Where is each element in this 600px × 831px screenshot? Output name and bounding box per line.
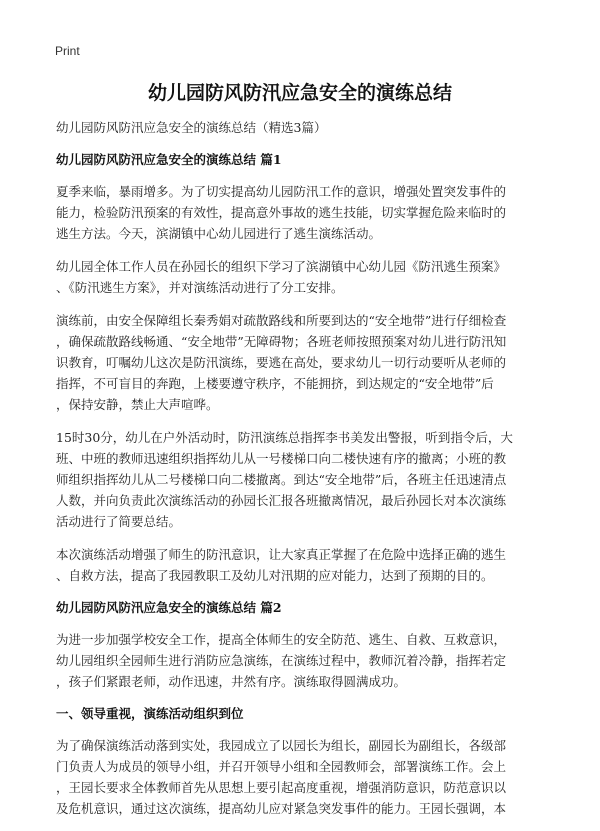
paragraph-line: ，保持安静，禁止大声喧哗。 bbox=[56, 397, 219, 412]
paragraph-line: 活动进行了简要总结。 bbox=[56, 514, 182, 529]
section-1-paragraphs bbox=[56, 181, 546, 586]
paragraph bbox=[56, 544, 546, 586]
paragraph-line: 本次演练活动增强了师生的防汛意识，让大家真正掌握了在危险中选择正确的逃生 bbox=[56, 547, 507, 562]
paragraph-line: 识教育，叮嘱幼儿这次是防汛演练，要逃在高处，要求幼儿一切行动要听从老师的 bbox=[56, 355, 507, 370]
paragraph-line: 幼儿园全体工作人员在孙园长的组织下学习了滨湖镇中心幼儿园《防汛逃生预案》 bbox=[56, 259, 507, 274]
document-body bbox=[56, 118, 546, 831]
paragraph-line: 逃生方法。今天，滨湖镇中心幼儿园进行了逃生演练活动。 bbox=[56, 226, 382, 241]
print-label[interactable]: Print bbox=[55, 44, 80, 58]
document-title: 幼儿园防风防汛应急安全的演练总结 bbox=[147, 82, 452, 104]
paragraph-line: 、《防汛逃生方案》，并对演练活动进行了分工安排。 bbox=[56, 280, 344, 295]
paragraph-line: 能力，检验防汛预案的有效性，提高意外事故的逃生技能，切实掌握危险来临时的 bbox=[56, 205, 507, 220]
paragraph-line: 15时30分，幼儿在户外活动时，防汛演练总指挥李书美发出警报，听到指令后，大 bbox=[56, 430, 513, 445]
paragraph bbox=[56, 256, 546, 298]
subsection-heading: 一、领导重视，演练活动组织到位 bbox=[56, 706, 244, 721]
document-subtitle: 幼儿园防风防汛应急安全的演练总结（精选3篇） bbox=[56, 120, 327, 135]
paragraph-line: 指挥，不可盲目的奔跑，上楼要遵守秩序，不能拥挤，到达规定的“安全地带”后 bbox=[56, 376, 494, 391]
paragraph-line: 夏季来临，暴雨增多。为了切实提高幼儿园防汛工作的意识，增强处置突发事件的 bbox=[56, 184, 507, 199]
paragraph bbox=[56, 629, 546, 692]
section-heading: 幼儿园防风防汛应急安全的演练总结 篇1 bbox=[56, 152, 282, 167]
paragraph bbox=[56, 427, 546, 532]
paragraph-line: 、自救方法，提高了我园教职工及幼儿对汛期的应对能力，达到了预期的目的。 bbox=[56, 568, 494, 583]
paragraph bbox=[56, 735, 546, 819]
paragraph-line: 为进一步加强学校安全工作，提高全体师生的安全防范、逃生、自救、互救意识， bbox=[56, 632, 507, 647]
paragraph-line: 师组织指挥幼儿从二号楼梯口向二楼撤离。到达“安全地带”后，各班主任迅速清点 bbox=[56, 472, 507, 487]
section-2-subsection-paragraphs bbox=[56, 735, 546, 819]
paragraph-line: 为了确保演练活动落到实处，我园成立了以园长为组长，副园长为副组长，各级部 bbox=[56, 738, 507, 753]
paragraph bbox=[56, 181, 546, 244]
paragraph-line: ，确保疏散路线畅通、“安全地带”无障碍物；各班老师按照预案对幼儿进行防汛知 bbox=[56, 334, 507, 349]
section-heading: 幼儿园防风防汛应急安全的演练总结 篇2 bbox=[56, 600, 282, 615]
paragraph-line: 幼儿园组织全园师生进行消防应急演练，在演练过程中，教师沉着冷静，指挥若定 bbox=[56, 653, 507, 668]
paragraph-line: ，王园长要求全体教师首先从思想上要引起高度重视，增强消防意识，防范意识以 bbox=[56, 780, 507, 795]
paragraph-line: 及危机意识，通过这次演练，提高幼儿应对紧急突发事件的能力。王园长强调，本 bbox=[56, 801, 507, 816]
paragraph-line: 人数，并向负责此次演练活动的孙园长汇报各班撤离情况，最后孙园长对本次演练 bbox=[56, 493, 507, 508]
section-2-paragraphs bbox=[56, 629, 546, 692]
paragraph-line: 门负责人为成员的领导小组，并召开领导小组和全园教师会，部署演练工作。会上 bbox=[56, 759, 507, 774]
paragraph-line: 演练前，由安全保障组长秦秀娟对疏散路线和所要到达的“安全地带”进行仔细检查 bbox=[56, 313, 507, 328]
paragraph bbox=[56, 310, 546, 415]
paragraph-line: 班、中班的教师迅速组织指挥幼儿从一号楼梯口向二楼快速有序的撤离；小班的教 bbox=[56, 451, 507, 466]
paragraph-line: ，孩子们紧跟老师，动作迅速，井然有序。演练取得圆满成功。 bbox=[56, 674, 407, 689]
